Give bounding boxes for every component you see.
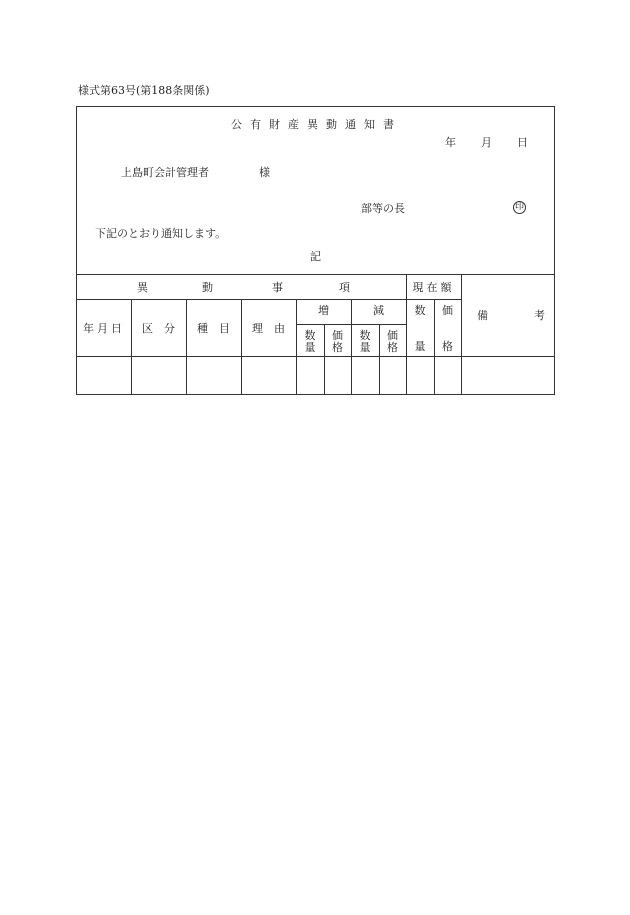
department-head-label: 部等の長 [361,202,405,215]
form-title: 公有財産異動通知書 [231,118,402,131]
date-column-header: 年月日 [83,322,125,335]
change-table [77,274,555,395]
current-amount-header: 現在額 [412,281,455,294]
increase-price-header: 価 格 [332,329,343,355]
header-char: 事 [272,281,283,294]
header-char: 動 [202,281,213,294]
increase-header: 増 [318,304,329,317]
form-caption: 様式第63号(第188条関係) [78,84,210,97]
category-column-header: 区 分 [142,322,175,335]
ki-heading: 記 [310,250,321,263]
current-quantity-header-bottom: 量 [414,340,426,353]
seal-mark: 印 [514,202,524,212]
current-price-header-top: 価 [442,304,453,317]
current-quantity-header-top: 数 [414,304,426,317]
current-price-header-bottom: 格 [442,340,453,353]
addressee: 上島町会計管理者 [121,166,209,179]
header-char: 項 [339,281,350,294]
date-month-label: 月 [481,136,492,149]
notice-form [76,106,555,395]
honorific: 様 [259,166,270,179]
reason-column-header: 理 由 [252,322,285,335]
remarks-header: 考 [534,309,545,322]
notice-text: 下記のとおり通知します。 [95,227,227,240]
decrease-price-header: 価 格 [387,329,398,355]
remarks-header: 備 [477,309,488,322]
decrease-header: 減 [373,304,384,317]
date-day-label: 日 [517,136,528,149]
header-char: 異 [137,281,148,294]
item-type-column-header: 種 目 [197,322,230,335]
increase-quantity-header: 数 量 [304,329,316,355]
date-year-label: 年 [445,136,456,149]
decrease-quantity-header: 数 量 [359,329,371,355]
